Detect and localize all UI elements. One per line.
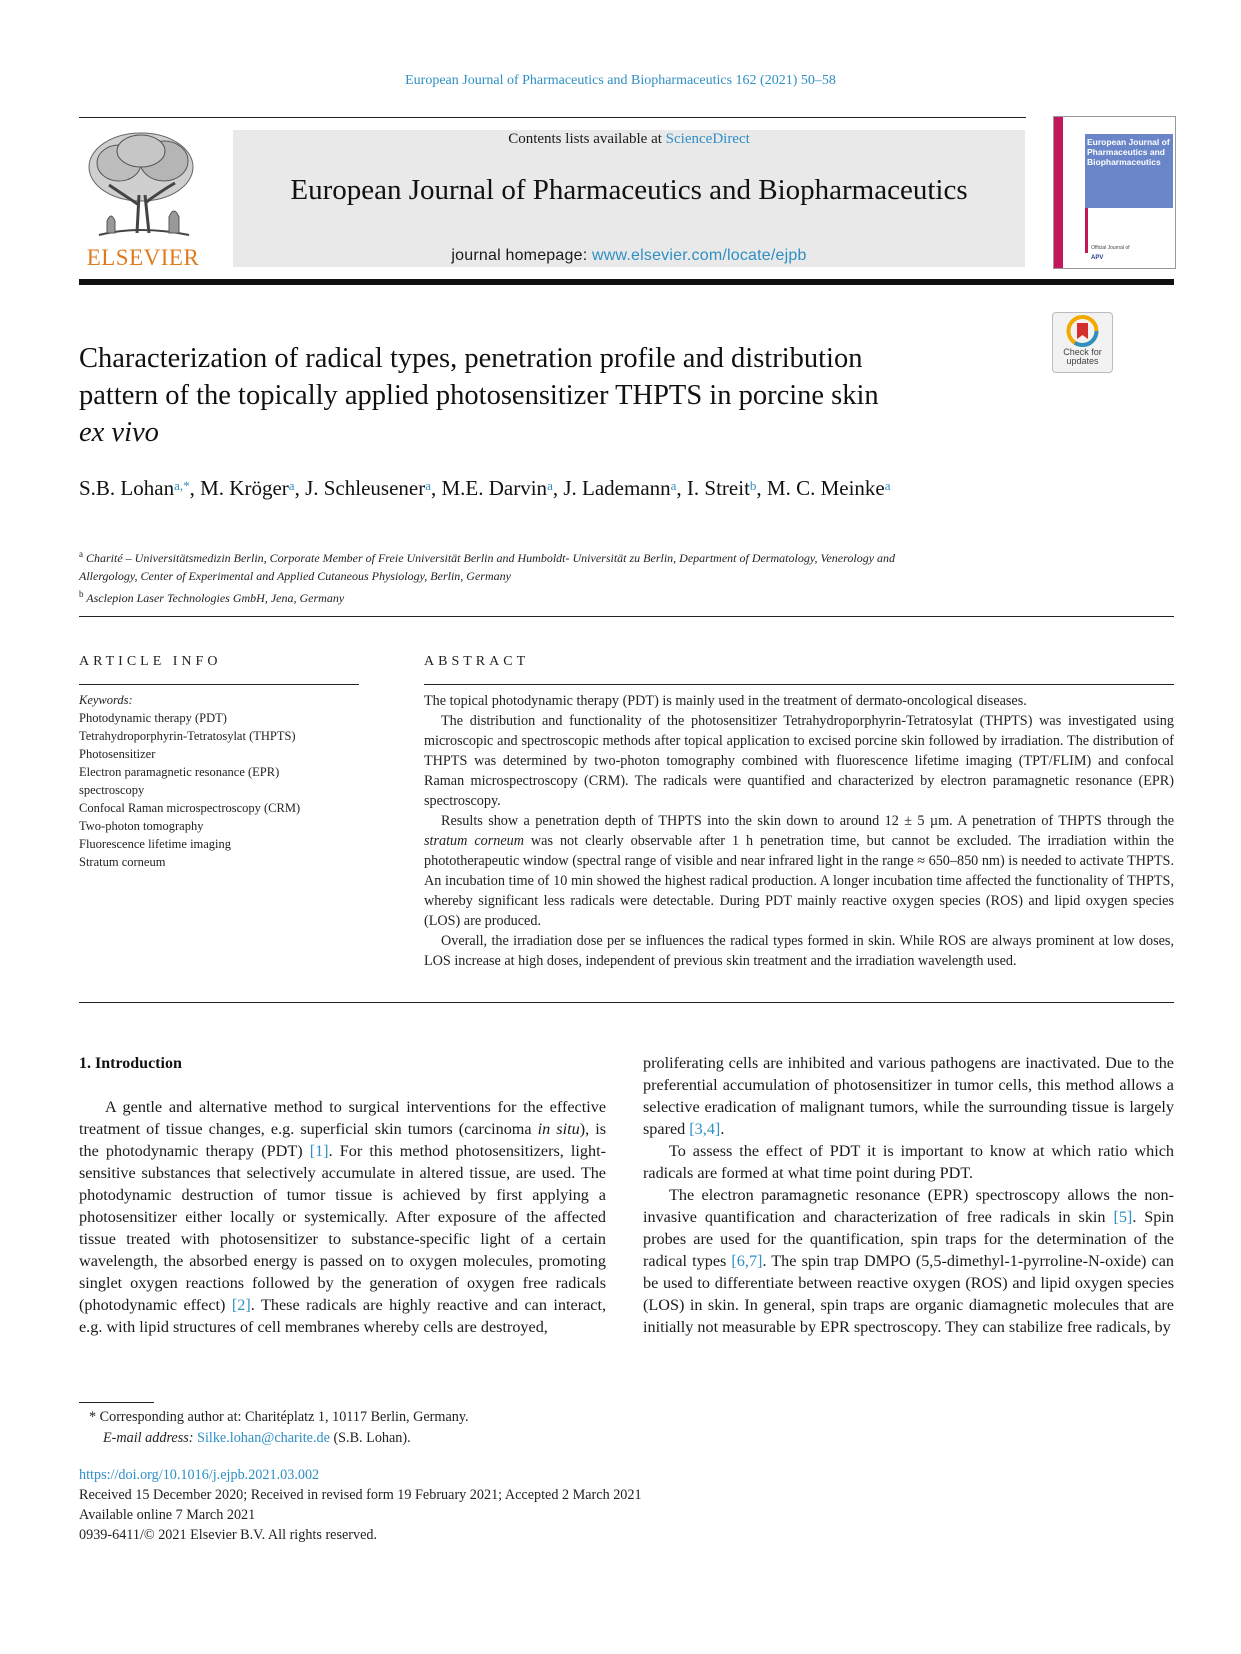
- citation-link[interactable]: [3,4]: [689, 1120, 721, 1138]
- keywords-block: [79, 691, 379, 871]
- journal-title: European Journal of Pharmaceutics and Biopharmaceutics: [290, 174, 968, 206]
- received-dates: Received 15 December 2020; Received in revised form 19 February 2021; Accepted 2 March 2021: [79, 1487, 642, 1503]
- citation-link[interactable]: [6,7]: [731, 1252, 763, 1270]
- body-column-left: [79, 1096, 606, 1338]
- author-sep: ,: [189, 476, 201, 500]
- author-sep: ,: [552, 476, 564, 500]
- body-paragraph: [643, 1052, 1174, 1140]
- affiliation-text: Asclepion Laser Technologies GmbH, Jena, Germany: [86, 591, 345, 605]
- article-info-heading: ARTICLE INFO: [79, 654, 222, 669]
- author-affil-mark[interactable]: a: [547, 478, 553, 493]
- email-link[interactable]: Silke.lohan@charite.de: [197, 1430, 330, 1446]
- section-rule: [79, 616, 1174, 617]
- author-list: [79, 474, 979, 502]
- cover-footer-text: Official Journal of: [1091, 245, 1130, 251]
- title-line: pattern of the topically applied photosensitizer THPTS in porcine skin: [79, 380, 879, 411]
- keyword: Two-photon tomography: [79, 819, 204, 833]
- body-column-right: [643, 1052, 1174, 1338]
- contents-prefix: Contents lists available at: [508, 131, 666, 147]
- contents-line: [233, 131, 1025, 148]
- body-text: . For this method photosensitizers, light-sensitive substances that selectively accumulate in altered tissue, are used. The photodynamic destruction of tumor tissue is achieved by first applying a photosensitizer either locally or systemically. After exposure of the affected tissue treated with photosensitizer to substance-specific light of a certain wavelength, the absorbed energy is passed on to oxygen molecules, promoting singlet oxygen reactions followed by the generation of oxygen free radicals (photodynamic effect): [79, 1142, 606, 1314]
- body-paragraph: [79, 1096, 606, 1338]
- keywords-label: Keywords:: [79, 693, 133, 707]
- author-name[interactable]: M. Kröger: [200, 476, 289, 500]
- keyword: Fluorescence lifetime imaging: [79, 837, 232, 851]
- title-line: Characterization of radical types, penetration profile and distribution: [79, 343, 863, 374]
- keyword: spectroscopy: [79, 783, 145, 797]
- email-label: E-mail address:: [103, 1430, 198, 1446]
- journal-homepage: [233, 247, 1025, 265]
- abstract-text: was not clearly observable after 1 h penetration time, but cannot be excluded. The irradiation within the phototherapeutic window (spectral range of visible and near infrared light in the range ≈ 650–850 nm) is needed to activate THPTS. An incubation time of 10 min showed the highest radical production. A longer incubation time affected the functionality of THPTS, whereby significant less radicals were detectable. During PDT mainly reactive oxygen species (ROS) and lipid oxygen species (LOS) are produced.: [424, 833, 1174, 929]
- author-affil-mark[interactable]: b: [749, 478, 757, 493]
- cover-society-logo: APV: [1091, 255, 1104, 261]
- citation-link[interactable]: [1]: [309, 1142, 329, 1160]
- body-emphasis: in situ: [537, 1120, 580, 1138]
- keyword: Photosensitizer: [79, 747, 156, 761]
- copyright: 0939-6411/© 2021 Elsevier B.V. All rights reserved.: [79, 1527, 378, 1543]
- abstract-rule: [424, 684, 1174, 685]
- cover-accent-bar: [1085, 208, 1088, 253]
- body-text: A gentle and alternative method to surgical interventions for the effective treatment of tissue changes, e.g. superficial skin tumors (carcinoma: [79, 1098, 606, 1138]
- abstract-body: [424, 691, 1174, 971]
- article-info-rule: [79, 684, 359, 685]
- body-text: .: [720, 1120, 725, 1138]
- citation-link[interactable]: [2]: [231, 1296, 251, 1314]
- abstract-paragraph: The topical photodynamic therapy (PDT) is mainly used in the treatment of dermato-oncological diseases.: [424, 693, 1027, 709]
- author-name[interactable]: M. C. Meinke: [766, 476, 885, 500]
- cover-title: European Journal of Pharmaceutics and Biopharmaceutics: [1087, 137, 1170, 167]
- footnote-rule: [79, 1402, 154, 1403]
- cover-magenta-band: [1054, 117, 1063, 268]
- keyword: Photodynamic therapy (PDT): [79, 711, 227, 725]
- abstract-end-rule: [79, 1002, 1174, 1003]
- author-sep: ,: [294, 476, 306, 500]
- introduction-heading: 1. Introduction: [79, 1055, 182, 1072]
- header-rule: [79, 117, 1026, 118]
- affiliation-a: [79, 545, 1079, 567]
- elsevier-wordmark: ELSEVIER: [86, 245, 200, 270]
- email-line: [79, 1428, 779, 1449]
- author-sep: ,: [676, 476, 687, 500]
- keyword: Tetrahydroporphyrin-Tetratosylat (THPTS): [79, 729, 296, 743]
- check-for-updates-button[interactable]: [1052, 312, 1113, 373]
- affiliation-a-cont: Allergology, Center of Experimental and Applied Cutaneous Physiology, Berlin, Germany: [79, 569, 511, 583]
- body-paragraph: To assess the effect of PDT it is important to know at which ratio which radicals are formed at what time point during PDT.: [643, 1142, 1174, 1182]
- body-text: proliferating cells are inhibited and various pathogens are inactivated. Due to the preferential accumulation of photosensitizer in tumor cells, this method allows a selective eradication of malignant tumors, while the surrounding tissue is largely spared: [643, 1054, 1174, 1138]
- footnote: [79, 1407, 779, 1449]
- running-header[interactable]: European Journal of Pharmaceutics and Biopharmaceutics 162 (2021) 50–58: [405, 73, 836, 88]
- homepage-prefix: journal homepage:: [451, 247, 592, 264]
- abstract-paragraph: The distribution and functionality of the photosensitizer Tetrahydroporphyrin-Tetratosylat (THPTS) was investigated using microscopic and spectroscopic methods after topical application to excised porcine skin followed by irradiation. The distribution of THPTS was determined by two-photon tomography combined with fluorescence lifetime imaging (TPT/FLIM) and confocal Raman microspectroscopy (CRM). The radicals were quantified and characterized by electron paramagnetic resonance (EPR) spectroscopy.: [424, 713, 1174, 809]
- title-line: ex vivo: [79, 417, 159, 448]
- doi-link[interactable]: https://doi.org/10.1016/j.ejpb.2021.03.002: [79, 1467, 320, 1483]
- affil-mark: a: [79, 549, 83, 559]
- author-name[interactable]: J. Lademann: [563, 476, 671, 500]
- author-sep: ,: [430, 476, 442, 500]
- abstract-text: Results show a penetration depth of THPTS into the skin down to around 12 ± 5 µm. A penetration of THPTS through the: [441, 813, 1174, 829]
- affiliation-text: Charité – Universitätsmedizin Berlin, Corporate Member of Freie Universität Berlin and Humboldt- Universität zu Berlin, Department of Dermatology, Venerology and: [86, 551, 896, 565]
- header-thick-rule: [79, 279, 1174, 285]
- author-name[interactable]: J. Schleusener: [305, 476, 426, 500]
- check-updates-icon: [1053, 313, 1112, 349]
- abstract-heading: ABSTRACT: [424, 654, 530, 669]
- body-paragraph: [643, 1184, 1174, 1338]
- body-text: . The spin trap DMPO (5,5-dimethyl-1-pyrroline-N-oxide) can be used to differentiate between reactive oxygen (ROS) and lipid oxygen species (LOS) in skin. In general, spin traps are organic diamagnetic molecules that are initially not measurable by EPR spectroscopy. They can stabilize free radicals, by: [643, 1252, 1174, 1336]
- affil-mark: b: [79, 589, 84, 599]
- affiliations: [79, 545, 1079, 607]
- author-affil-mark[interactable]: a,*: [174, 478, 190, 493]
- journal-cover-thumbnail[interactable]: [1053, 116, 1176, 269]
- publication-info: [79, 1465, 979, 1545]
- available-online: Available online 7 March 2021: [79, 1507, 256, 1523]
- body-text: ), is the photodynamic therapy (PDT): [79, 1120, 606, 1160]
- author-name[interactable]: M.E. Darvin: [441, 476, 548, 500]
- sciencedirect-link[interactable]: ScienceDirect: [665, 131, 750, 147]
- article-title: [79, 340, 1009, 451]
- body-text: The electron paramagnetic resonance (EPR) spectroscopy allows the non-invasive quantification and characterization of free radicals in skin: [643, 1186, 1174, 1226]
- author-affil-mark[interactable]: a: [425, 478, 431, 493]
- email-suffix: (S.B. Lohan).: [329, 1430, 411, 1446]
- author-affil-mark[interactable]: a: [884, 478, 891, 493]
- keyword: Confocal Raman microspectroscopy (CRM): [79, 801, 301, 815]
- abstract-paragraph: Overall, the irradiation dose per se influences the radical types formed in skin. While ROS are always prominent at low doses, LOS increase at high doses, independent of previous skin treatment and the irradiation wavelength used.: [424, 933, 1174, 969]
- body-text: . Spin probes are used for the quantification, spin traps for the determination of the radical types: [643, 1208, 1174, 1270]
- abstract-paragraph: [424, 811, 1174, 931]
- keyword: Electron paramagnetic resonance (EPR): [79, 765, 280, 779]
- check-updates-label: Check for updates: [1063, 347, 1102, 366]
- author-sep: ,: [756, 476, 767, 500]
- homepage-link[interactable]: www.elsevier.com/locate/ejpb: [592, 247, 807, 264]
- author-name[interactable]: S.B. Lohan: [79, 476, 175, 500]
- author-name[interactable]: I. Streit: [686, 476, 750, 500]
- keyword: Stratum corneum: [79, 855, 166, 869]
- corresponding-author: * Corresponding author at: Charitéplatz 1, 10117 Berlin, Germany.: [89, 1409, 469, 1425]
- author-affil-mark[interactable]: a: [288, 478, 295, 493]
- citation-link[interactable]: [5]: [1113, 1208, 1133, 1226]
- body-text: . These radicals are highly reactive and can interact, e.g. with lipid structures of cell membranes whereby cells are destroyed,: [79, 1296, 606, 1336]
- affiliation-b: [79, 585, 1079, 607]
- abstract-emphasis: stratum corneum: [424, 833, 524, 849]
- author-affil-mark[interactable]: a: [670, 478, 677, 493]
